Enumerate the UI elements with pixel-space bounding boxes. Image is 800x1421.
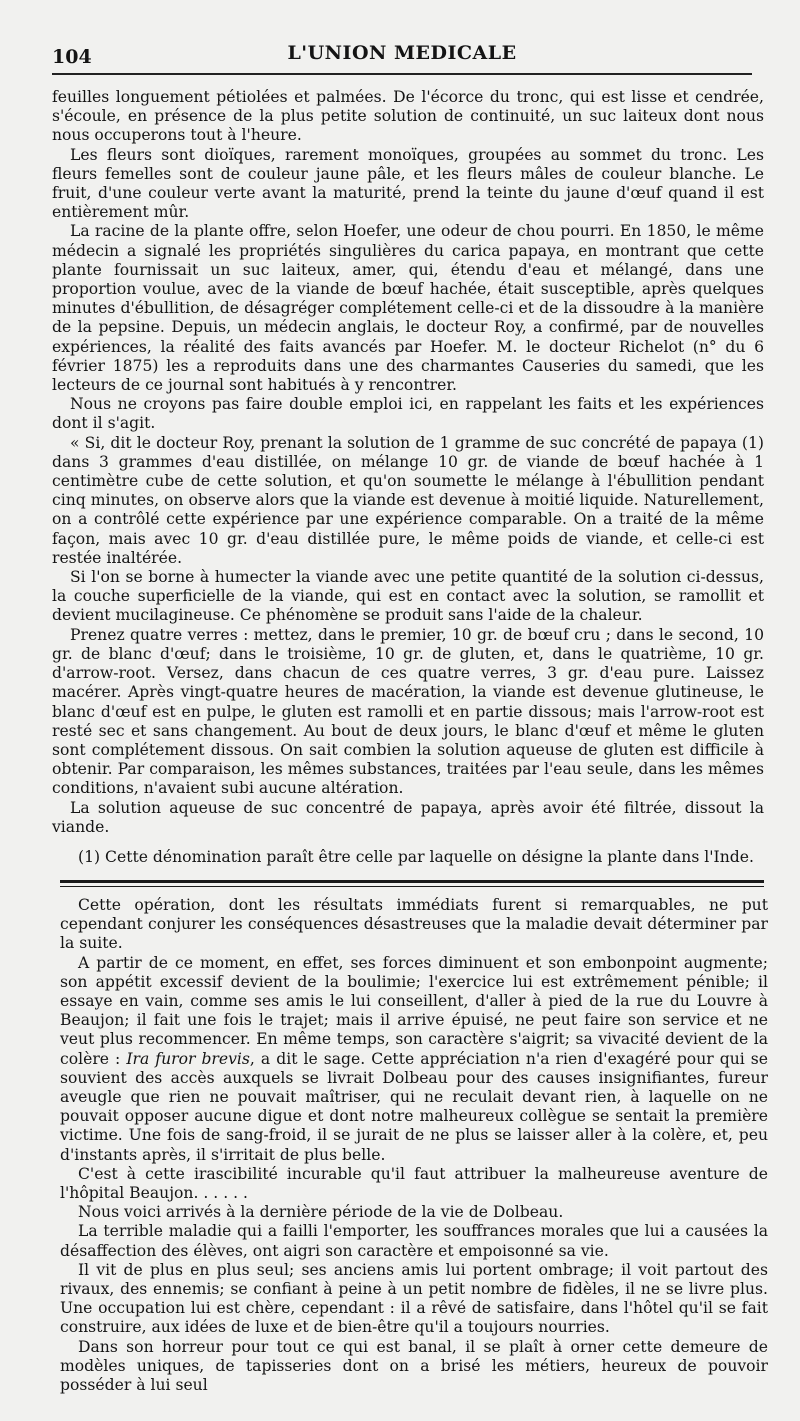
paragraph: Nous voici arrivés à la dernière période de la vie de Dolbeau. — [78, 1203, 564, 1222]
running-title: L'UNION MEDICALE — [287, 42, 517, 64]
paragraph: La solution aqueuse de suc concentré de papaya, après avoir été filtrée, dissout la viande. — [52, 798, 764, 836]
paragraph: Nous ne croyons pas faire double emploi ici, en rappelant les faits et les expériences dont il s'agit. — [52, 395, 764, 433]
paragraph: Dans son horreur pour tout ce qui est banal, il se plaît à orner cette demeure de modèles uniques, de tapisseries dont on a brisé les métiers, heureux de pouvoir posséder à lui seul — [60, 1337, 768, 1395]
paragraph: « Si, dit le docteur Roy, prenant la solution de 1 gramme de suc concrété de papaya (1) dans 3 grammes d'eau distillée, on mélange 10 gr. de viande de bœuf hachée à 1 centimètre cube de cette solution, et qu'on soumette le mélange à l'ébullition pendant cinq minutes, on observe alors que la viande est devenue à moitié liquide. Naturellement, on a contrôlé cette expérience par une expérience comparable. On a traité de la même façon, mais avec 10 gr. d'eau distillée pure, le même poids de viande, et celle-ci est restée inaltérée. — [52, 433, 764, 567]
paragraph: La racine de la plante offre, selon Hoefer, une odeur de chou pourri. En 1850, le même médecin a signalé les propriétés singulières du carica papaya, en montrant que cette plante fournissait un suc laiteux, amer, qui, étendu d'eau et mélangé, dans une proportion voulue, avec de la viande de bœuf hachée, était susceptible, après quelques minutes d'ébullition, de désagréger complétement celle-ci et de la dissoudre à la manière de la pepsine. Depuis, un médecin anglais, le docteur Roy, a confirmé, par de nouvelles expériences, la réalité des faits avancés par Hoefer. M. le docteur Richelot (n° du 6 février 1875) les a reproduits dans une des charmantes Causeries du samedi, que les lecteurs de ce journal sont habitués à y rencontrer. — [52, 222, 764, 395]
latin-quote: Ira furor brevis — [126, 1049, 250, 1068]
paragraph: Il vit de plus en plus seul; ses anciens amis lui portent ombrage; il voit partout des rivaux, des ennemis; se confiant à peine à un petit nombre de fidèles, il ne se livre plus. Une occupation lui est chère, cependant : il a rêvé de satisfaire, dans l'hôtel qu'il se fait construire, aux idées de luxe et de bien-être qu'il a toujours nourries. — [60, 1260, 768, 1337]
paragraph: feuilles longuement pétiolées et palmées. De l'écorce du tronc, qui est lisse et cendrée, s'écoule, en présence de la plus petite solution de continuité, un suc laiteux dont nous nous occuperons tout à l'heure. — [52, 88, 764, 145]
bottom-text-block — [60, 896, 768, 1395]
page-header — [52, 42, 752, 72]
paragraph-text: , a dit le sage. Cette appréciation n'a rien d'exagéré pour qui se souvient des accès auxquels se livrait Dolbeau pour des causes insignifiantes, fureur aveugle que rien ne pouvait maîtriser, qui ne reculait devant rien, à laquelle on ne pouvait opposer aucune digue et dont notre malheureux collègue se sentait la première victime. Une fois de sang-froid, il se jurait de ne plus se laisser aller à la colère, et, peu d'instants après, il s'irritait de plus belle. — [60, 1049, 768, 1164]
paragraph: Si l'on se borne à humecter la viande avec une petite quantité de la solution ci-dessus, la couche superficielle de la viande, qui est en contact avec la solution, se ramollit et devient mucilagineuse. Ce phénomène se produit sans l'aide de la chaleur. — [52, 568, 764, 625]
paragraph: Prenez quatre verres : mettez, dans le premier, 10 gr. de bœuf cru ; dans le second, 10 gr. de blanc d'œuf; dans le troisième, 10 gr. de gluten, et, dans le quatrième, 10 gr. d'arrow-root. Versez, dans chacun de ces quatre verres, 3 gr. d'eau pure. Laissez macérer. Après vingt-quatre heures de macération, la viande est devenue glutineuse, le blanc d'œuf est en pulpe, le gluten est ramolli et en partie dissous; mais l'arrow-root est resté sec et sans changement. Au bout de deux jours, le blanc d'œuf et même le gluten sont complétement dissous. On sait combien la solution aqueuse de gluten est difficile à obtenir. Par comparaison, les mêmes substances, traitées par l'eau seule, dans les mêmes conditions, n'avaient subi aucune altération. — [52, 625, 764, 798]
section-divider-thin — [60, 886, 764, 887]
top-text-block — [52, 88, 764, 837]
page-number: 104 — [52, 46, 92, 68]
paragraph: Cette opération, dont les résultats immédiats furent si remarquables, ne put cependant conjurer les conséquences désastreuses que la maladie devait déterminer par la suite. — [60, 896, 768, 953]
paragraph-text: A partir de ce moment, en effet, ses forces diminuent et son embonpoint augmente; son appétit excessif devient de la boulimie; l'exercice lui est extrêmement pénible; il essaye en vain, comme ses amis le lui conseillent, d'aller à pied de la rue du Louvre à Beaujon; il fait une fois le trajet; mais il arrive épuisé, ne peut faire son service et ne veut plus recommencer. En même temps, son caractère s'aigrit; sa vivacité devient de la colère : — [60, 953, 768, 1068]
paragraph: La terrible maladie qui a failli l'emporter, les souffrances morales que lui a causées la désaffection des élèves, ont aigri son caractère et empoisonné sa vie. — [60, 1222, 768, 1260]
paragraph: C'est à cette irascibilité incurable qu'il faut attribuer la malheureuse aventure de l'hôpital Beaujon. . . . . . — [60, 1164, 768, 1203]
paragraph: Les fleurs sont dioïques, rarement monoïques, groupées au sommet du tronc. Les fleurs femelles sont de couleur jaune pâle, et les fleurs mâles de couleur blanche. Le fruit, d'une couleur verte avant la maturité, prend la teinte du jaune d'œuf quand il est entièrement mûr. — [52, 145, 764, 222]
paragraph — [60, 954, 768, 1165]
section-divider-thick — [60, 880, 764, 883]
footnote: (1) Cette dénomination paraît être celle par laquelle on désigne la plante dans l'Inde. — [78, 848, 754, 866]
header-rule — [52, 73, 752, 75]
